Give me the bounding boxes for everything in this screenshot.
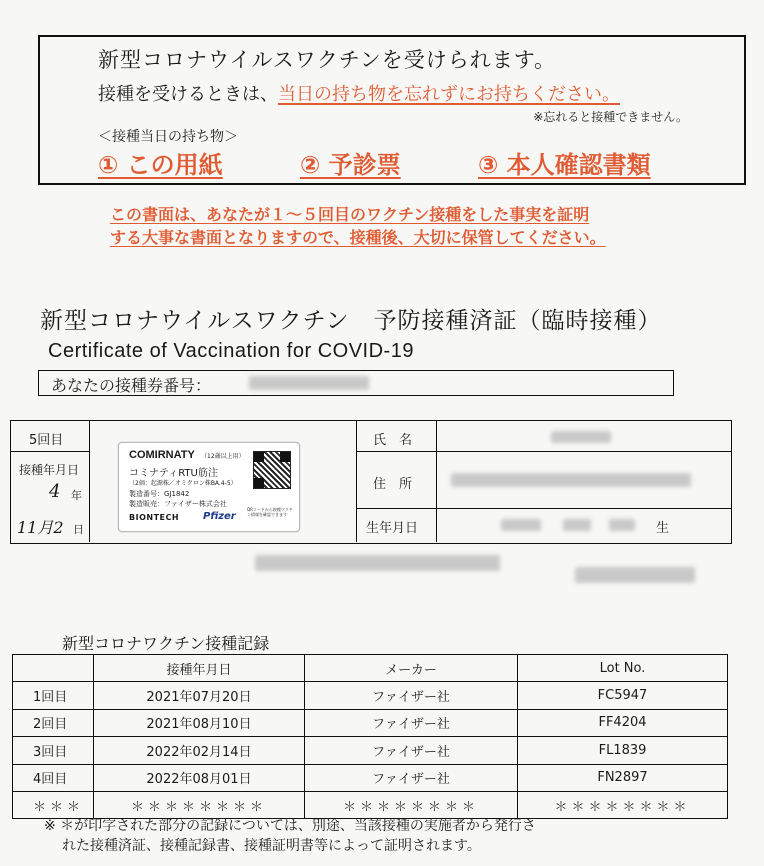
sticker-brand: COMIRNATY: [129, 449, 195, 461]
row-date: 2021年07月20日: [94, 682, 305, 709]
record-title: 新型コロナワクチン接種記録: [62, 634, 270, 653]
row-dose: 2回目: [13, 709, 94, 736]
header-empty: [13, 655, 94, 682]
record-table: [12, 654, 728, 819]
name-label: 氏 名: [373, 433, 413, 448]
row-lot: FN2897: [518, 764, 728, 791]
notice-instruction-emphasis: 当日の持ち物を忘れずにお持ちください。: [278, 84, 620, 105]
ticket-number-box: [38, 370, 674, 396]
day-suffix: 日: [73, 523, 84, 536]
date-label: 接種年月日: [19, 463, 80, 477]
row-date: 2022年02月14日: [94, 737, 305, 764]
warning-line-1: この書面は、あなたが１～５回目のワクチン接種をした事実を証明: [110, 205, 590, 224]
birth-label: 生年月日: [366, 521, 419, 536]
row-dose: 1回目: [13, 682, 94, 709]
row-lot: FF4204: [518, 709, 728, 736]
row-maker: ファイザー社: [305, 737, 518, 764]
certificate-title: 新型コロナウイルスワクチン 予防接種済証（臨時接種）: [40, 308, 662, 334]
row-lot: ＊＊＊＊＊＊＊＊: [518, 791, 728, 818]
sticker-product: コミナティRTU筋注: [129, 468, 218, 479]
row-maker: ＊＊＊＊＊＊＊＊: [305, 791, 518, 818]
item-this-form: ① この用紙: [98, 151, 223, 179]
dose-label: 5回目: [29, 433, 64, 448]
items-label: ＜接種当日の持ち物＞: [98, 129, 238, 145]
redacted-address: [451, 473, 691, 487]
notice-instruction-prefix: 接種を受けるときは、: [98, 84, 278, 105]
address-label: 住 所: [373, 477, 413, 492]
redacted-ticket-number: [249, 376, 369, 390]
pfizer-logo: Pfizer: [203, 511, 236, 522]
handwritten-month-day: 11月2: [17, 518, 64, 537]
row-date: ＊＊＊＊＊＊＊＊: [94, 791, 305, 818]
notice-instruction: [98, 80, 620, 106]
qr-code-icon: [253, 451, 291, 489]
year-suffix: 年: [71, 489, 82, 502]
sticker-lot: 製造番号：GJ1842: [129, 490, 190, 498]
record-row: [13, 682, 728, 709]
birth-suffix: 生: [656, 521, 670, 536]
record-row: [13, 737, 728, 764]
record-row-placeholder: [13, 791, 728, 818]
row-dose: 4回目: [13, 764, 94, 791]
notice-title: 新型コロナウイルスワクチンを受けられます。: [98, 48, 557, 72]
sticker-variant: （2価：起源株／オミクロン株BA.4-5）: [129, 480, 237, 487]
row-date: 2022年08月01日: [94, 764, 305, 791]
sticker-qr-note: QRコードから接種ワクチン情報を確認できます: [247, 507, 293, 517]
redacted-birth-month: [563, 519, 591, 531]
header-maker: メーカー: [305, 655, 518, 682]
warning-line-2: する大事な書面となりますので、接種後、大切に保管してください。: [110, 228, 606, 247]
record-header-row: [13, 655, 728, 682]
row-lot: FL1839: [518, 737, 728, 764]
record-row: [13, 764, 728, 791]
row-dose: ＊＊＊: [13, 791, 94, 818]
row-maker: ファイザー社: [305, 764, 518, 791]
ticket-number-label: あなたの接種券番号：: [51, 376, 212, 395]
handwritten-year: 4: [49, 481, 61, 502]
biontech-logo: BIONTECH: [129, 513, 180, 522]
sticker-vendor: 製造販売：ファイザー株式会社: [129, 500, 227, 508]
row-maker: ファイザー社: [305, 682, 518, 709]
redacted-name: [551, 431, 611, 443]
redacted-birth-year: [501, 519, 541, 531]
item-questionnaire: ② 予診票: [300, 151, 401, 179]
sticker-age-note: （12歳以上用）: [201, 453, 245, 460]
item-id-document: ③ 本人確認書類: [478, 151, 651, 179]
redacted-issue-date: [575, 567, 695, 583]
row-dose: 3回目: [13, 737, 94, 764]
redacted-issuer-line: [255, 555, 500, 571]
row-lot: FC5947: [518, 682, 728, 709]
footnote-line-1: ※ ＊が印字された部分の記録については、別途、当該接種の実施者から発行さ: [44, 818, 536, 834]
notice-small-note: ※忘れると接種できません。: [533, 110, 688, 124]
footnote-line-2: れた接種済証、接種記録書、接種証明書等によって証明されます。: [62, 838, 481, 854]
vaccine-sticker: [118, 442, 300, 532]
record-row: [13, 709, 728, 736]
footnote: [44, 816, 536, 856]
redacted-birth-day: [609, 519, 635, 531]
header-lot: Lot No.: [518, 655, 728, 682]
certificate-title-en: Certificate of Vaccination for COVID-19: [48, 340, 414, 362]
row-date: 2021年08月10日: [94, 709, 305, 736]
header-date: 接種年月日: [94, 655, 305, 682]
row-maker: ファイザー社: [305, 709, 518, 736]
